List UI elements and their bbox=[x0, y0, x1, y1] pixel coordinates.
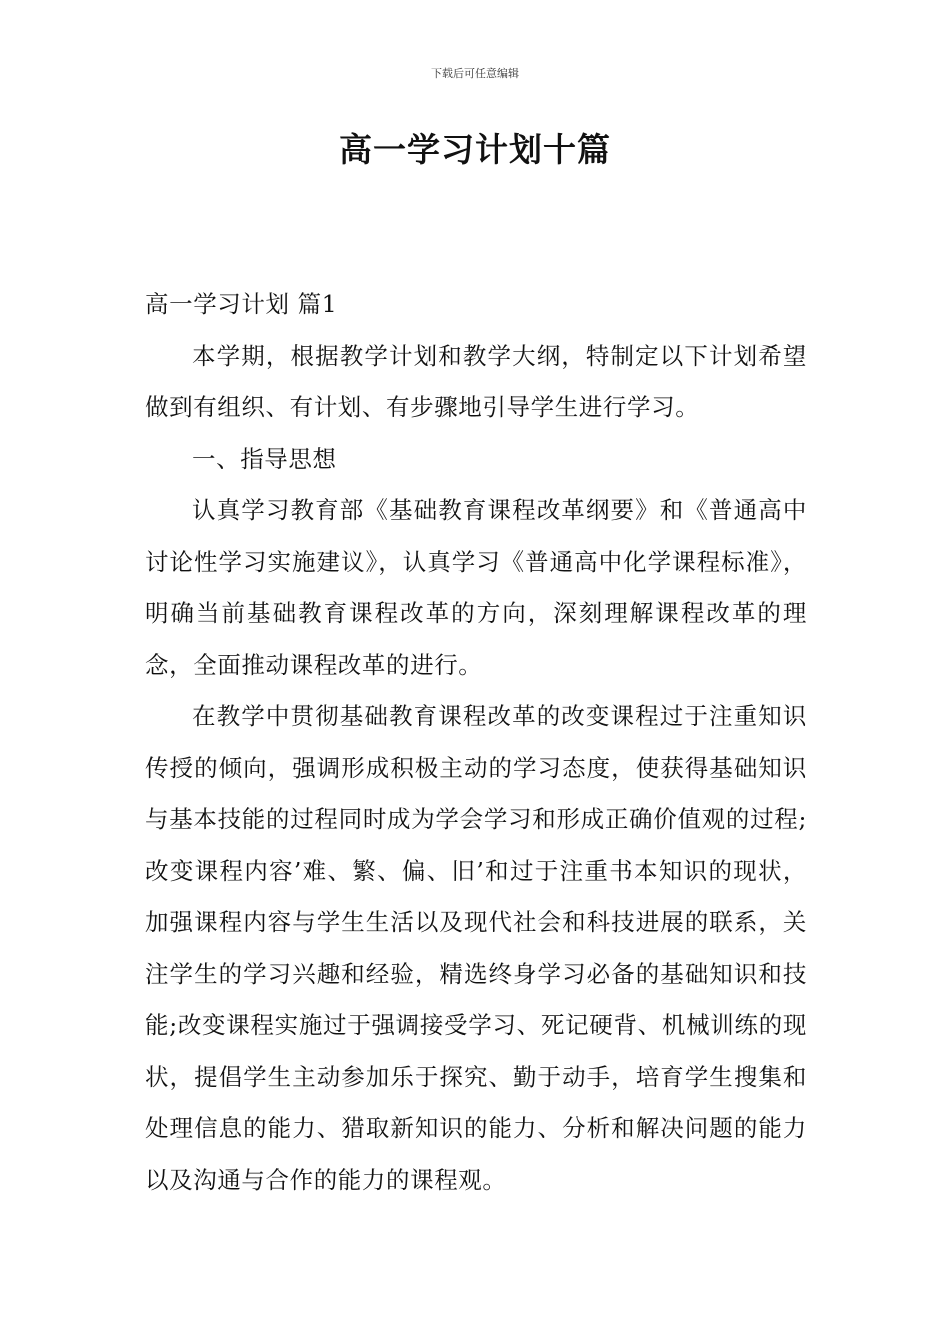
page-title: 高一学习计划十篇 bbox=[339, 130, 611, 169]
section-heading: 高一学习计划 篇1 bbox=[145, 290, 338, 318]
intro-paragraph: 本学期，根据教学计划和教学大纲，特制定以下计划希望做到有组织、有计划、有步骤地引导学生进行学习。 bbox=[145, 341, 807, 421]
download-note: 下载后可任意编辑 bbox=[431, 67, 519, 80]
document-body bbox=[145, 279, 807, 1206]
subheading-guiding-thought: 一、指导思想 bbox=[192, 444, 337, 473]
paragraph-teaching-reform: 在教学中贯彻基础教育课程改革的改变课程过于注重知识传授的倾向，强调形成积极主动的学习态度，使获得基础知识与基本技能的过程同时成为学会学习和形成正确价值观的过程;改变课程内容’难、繁、偏、旧’和过于注重书本知识的现状，加强课程内容与学生生活以及现代社会和科技进展的联系，关注学生的学习兴趣和经验，精选终身学习必备的基础知识和技能;改变课程实施过于强调接受学习、死记硬背、机械训练的现状，提倡学生主动参加乐于探究、勤于动手，培育学生搜集和处理信息的能力、猎取新知识的能力、分析和解决问题的能力以及沟通与合作的能力的课程观。 bbox=[145, 702, 807, 1194]
paragraph-study-reform: 认真学习教育部《基础教育课程改革纲要》和《普通高中讨论性学习实施建议》，认真学习《普通高中化学课程标准》，明确当前基础教育课程改革的方向，深刻理解课程改革的理念，全面推动课程改革的进行。 bbox=[145, 496, 807, 679]
